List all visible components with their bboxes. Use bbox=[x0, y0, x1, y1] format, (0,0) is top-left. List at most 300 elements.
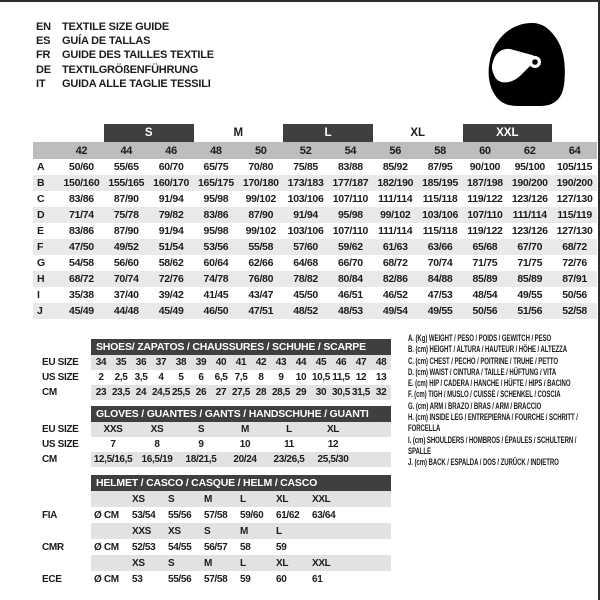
table-title-row bbox=[38, 339, 391, 355]
measurement-value: 83/86 bbox=[203, 209, 229, 221]
row-label: CM bbox=[42, 387, 57, 398]
blank-cell bbox=[91, 523, 129, 539]
measurement-value: 46/52 bbox=[382, 289, 408, 301]
size-value: 10,5 bbox=[311, 372, 331, 383]
measurement-value: 91/94 bbox=[158, 225, 184, 237]
language-code: EN bbox=[36, 21, 51, 33]
size-value: 35 bbox=[111, 355, 131, 370]
measurement-value: 68/72 bbox=[382, 257, 408, 269]
language-title: GUIDE DES TAILLES TEXTILE bbox=[62, 49, 214, 62]
measurement-value: 56/60 bbox=[113, 257, 139, 269]
size-value: 27,5 bbox=[231, 387, 251, 398]
measurement-letter: C bbox=[37, 193, 45, 205]
filler-cell bbox=[355, 422, 391, 437]
measurement-row bbox=[33, 223, 597, 239]
measurement-value: 64/68 bbox=[293, 257, 318, 269]
size-number: 42 bbox=[75, 144, 88, 157]
size-value: 25,5 bbox=[171, 387, 191, 398]
size-value: 10 bbox=[295, 372, 307, 383]
blank-cell bbox=[38, 555, 91, 571]
measurement-letter: F bbox=[37, 241, 44, 253]
size-value: 39 bbox=[191, 355, 211, 370]
size-value: 12 bbox=[327, 439, 339, 450]
helmet-size: M bbox=[201, 555, 237, 571]
legend-item: F. (cm) TIGH / MUSLO / CUISSE / SCHENKEL / COSCIA bbox=[408, 389, 561, 400]
measurement-value: 111/114 bbox=[378, 225, 413, 237]
blank-cell bbox=[33, 142, 59, 159]
measurement-value: 60/70 bbox=[158, 161, 184, 173]
measurement-value: 61/63 bbox=[382, 241, 408, 253]
measurement-value: 76/80 bbox=[248, 273, 274, 285]
measurement-value: 95/98 bbox=[203, 225, 229, 237]
helmet-value-row bbox=[38, 571, 391, 587]
helmet-value: 53/54 bbox=[132, 509, 156, 521]
measurement-row bbox=[33, 175, 597, 191]
measurement-value: 119/122 bbox=[467, 225, 503, 237]
size-group-label: L bbox=[283, 124, 373, 142]
blank-cell bbox=[38, 491, 91, 507]
blank-cell bbox=[33, 124, 104, 142]
measurement-value: 127/130 bbox=[556, 193, 593, 205]
table-title-row bbox=[38, 475, 391, 491]
size-value: 40 bbox=[211, 355, 231, 370]
measurement-value: 43/47 bbox=[248, 289, 274, 301]
helmet-value: 58 bbox=[240, 541, 251, 553]
measurement-value: 103/106 bbox=[422, 209, 458, 221]
helmet-size: L bbox=[273, 523, 309, 539]
measurement-value: 155/165 bbox=[108, 177, 145, 189]
helmet-value: 56/57 bbox=[204, 541, 228, 553]
measurement-letter: J bbox=[37, 305, 43, 317]
measurement-value: 99/102 bbox=[245, 225, 276, 237]
size-number-row bbox=[33, 142, 597, 159]
helmet-value: 59/60 bbox=[240, 509, 264, 521]
size-value: 48 bbox=[371, 355, 391, 370]
language-row bbox=[36, 63, 214, 77]
measurement-value: 37/40 bbox=[113, 289, 139, 301]
helmet-value: 59 bbox=[240, 573, 251, 585]
helmet-size: L bbox=[237, 555, 273, 571]
size-value: 2,5 bbox=[114, 372, 128, 383]
helmet-value: 55/56 bbox=[168, 509, 192, 521]
measurement-value: 54/58 bbox=[69, 257, 94, 269]
size-value: 31,5 bbox=[351, 387, 371, 398]
filler-cell bbox=[355, 452, 391, 467]
measurement-value: 85/89 bbox=[472, 273, 498, 285]
helmet-size: XS bbox=[129, 491, 165, 507]
measurement-value: 71/74 bbox=[69, 209, 94, 221]
row-label: EU SIZE bbox=[42, 424, 79, 435]
measurement-value: 95/98 bbox=[203, 193, 229, 205]
language-row bbox=[36, 20, 214, 34]
helmet-value: 57/58 bbox=[204, 573, 228, 585]
language-row bbox=[36, 34, 214, 48]
size-value: 45 bbox=[311, 355, 331, 370]
helmet-value: 55/56 bbox=[168, 573, 192, 585]
size-value: 44 bbox=[291, 355, 311, 370]
size-value: 26 bbox=[191, 385, 211, 400]
size-value: 6,5 bbox=[214, 372, 228, 383]
row-label: CM bbox=[42, 454, 57, 465]
filler-cell bbox=[345, 523, 391, 539]
size-row bbox=[38, 355, 391, 370]
measurement-value: 84/88 bbox=[427, 273, 453, 285]
size-value: 13 bbox=[375, 372, 387, 383]
textile-size-table bbox=[33, 124, 597, 319]
legend-item: C. (cm) CHEST / PECHO / POITRINE / TRUHE / PETTO bbox=[408, 355, 558, 366]
size-value: 9 bbox=[198, 439, 204, 450]
blank-cell bbox=[38, 475, 91, 491]
helmet-value bbox=[309, 539, 345, 555]
size-value: 7 bbox=[110, 439, 116, 450]
measurement-value: 47/50 bbox=[69, 241, 94, 253]
row-label: US SIZE bbox=[42, 439, 79, 450]
helmet-size bbox=[309, 523, 345, 539]
language-code: FR bbox=[36, 49, 51, 62]
measurement-value: 66/70 bbox=[338, 257, 363, 269]
size-value: 27 bbox=[211, 385, 231, 400]
size-number: 48 bbox=[210, 144, 222, 157]
size-value: 7,5 bbox=[234, 372, 248, 383]
size-value: 25,5/30 bbox=[311, 452, 355, 467]
measurement-value: 75/78 bbox=[113, 209, 139, 221]
measurement-value: 51/56 bbox=[517, 305, 543, 317]
language-code: IT bbox=[36, 77, 46, 90]
size-number: 58 bbox=[434, 144, 446, 157]
size-value: 28 bbox=[251, 385, 271, 400]
measurement-legend bbox=[408, 333, 594, 469]
measurement-letter: H bbox=[37, 273, 45, 285]
measurement-row bbox=[33, 239, 597, 255]
size-value: 43 bbox=[271, 355, 291, 370]
helmet-value: 52/53 bbox=[132, 541, 156, 553]
measurement-value: 87/90 bbox=[113, 193, 139, 205]
blank-cell bbox=[91, 555, 129, 571]
legend-item: A. (Kg) WEIGHT / PESO / POIDS / GEWITCH / PESO bbox=[408, 333, 552, 343]
table-title-row bbox=[38, 406, 391, 422]
unit-label: Ø CM bbox=[94, 573, 119, 585]
size-value: 41 bbox=[231, 355, 251, 370]
legend-item: B. (cm) HEIGHT / ALTURA / HAUTEUR / HÖHE / ALTEZZA bbox=[408, 344, 568, 355]
measurement-value: 85/89 bbox=[517, 273, 543, 285]
filler-cell bbox=[345, 539, 391, 555]
helmet-value: 61/62 bbox=[276, 509, 300, 521]
measurement-row bbox=[33, 255, 597, 271]
standard-label: CMR bbox=[42, 541, 64, 553]
measurement-value: 127/130 bbox=[556, 225, 593, 237]
measurement-value: 46/51 bbox=[338, 289, 363, 301]
size-value: 2 bbox=[98, 372, 104, 383]
size-value: 18/21,5 bbox=[179, 452, 223, 467]
measurement-value: 173/183 bbox=[287, 177, 324, 189]
language-code: DE bbox=[36, 63, 51, 76]
measurement-value: 83/86 bbox=[69, 225, 94, 237]
size-number: 46 bbox=[165, 144, 177, 157]
size-value: 23,5 bbox=[111, 387, 131, 398]
measurement-value: 80/84 bbox=[338, 273, 363, 285]
measurement-value: 60/64 bbox=[203, 257, 229, 269]
helmet-value-row bbox=[38, 539, 391, 555]
size-row bbox=[38, 385, 391, 400]
helmet-size: S bbox=[165, 491, 201, 507]
measurement-value: 58/62 bbox=[158, 257, 184, 269]
helmet-size: XL bbox=[273, 555, 309, 571]
helmet-value: 63/64 bbox=[312, 509, 336, 521]
helmet-size: XS bbox=[165, 523, 201, 539]
measurement-value: 65/68 bbox=[472, 241, 498, 253]
measurement-value: 49/52 bbox=[113, 241, 139, 253]
size-value: L bbox=[267, 422, 311, 437]
helmet-size: XXS bbox=[129, 523, 165, 539]
measurement-value: 55/58 bbox=[248, 241, 274, 253]
language-row bbox=[36, 77, 214, 91]
blank-cell bbox=[38, 339, 91, 355]
size-row bbox=[38, 452, 391, 467]
size-value: 30,5 bbox=[331, 387, 351, 398]
measurement-value: 119/122 bbox=[467, 193, 503, 205]
size-value: 12,5/16,5 bbox=[91, 452, 135, 467]
measurement-row bbox=[33, 207, 597, 223]
measurement-value: 50/56 bbox=[472, 305, 498, 317]
helmet-size: L bbox=[237, 491, 273, 507]
measurement-value: 79/82 bbox=[158, 209, 184, 221]
table-title: GLOVES / GUANTES / GANTS / HANDSCHUHE / GUANTI bbox=[91, 406, 391, 422]
measurement-value: 111/114 bbox=[378, 193, 413, 205]
measurement-row bbox=[33, 191, 597, 207]
size-number: 52 bbox=[299, 144, 312, 157]
measurement-letter: I bbox=[37, 289, 40, 301]
measurement-letter: E bbox=[37, 225, 44, 237]
size-row bbox=[38, 422, 391, 437]
size-value: 34 bbox=[91, 355, 111, 370]
size-value: 8 bbox=[258, 372, 264, 383]
size-number: 56 bbox=[389, 144, 402, 157]
blank-cell bbox=[38, 523, 91, 539]
measurement-value: 170/180 bbox=[242, 177, 279, 189]
measurement-value: 46/50 bbox=[203, 305, 229, 317]
measurement-value: 115/118 bbox=[422, 193, 458, 205]
measurement-letter: B bbox=[37, 177, 45, 189]
measurement-value: 103/106 bbox=[287, 225, 324, 237]
measurement-value: 70/74 bbox=[113, 273, 139, 285]
measurement-value: 67/70 bbox=[517, 241, 543, 253]
measurement-value: 107/110 bbox=[332, 193, 369, 205]
size-number: 54 bbox=[344, 144, 357, 157]
measurement-value: 115/119 bbox=[557, 209, 592, 221]
size-value: 42 bbox=[251, 355, 271, 370]
measurement-value: 111/114 bbox=[512, 209, 547, 221]
filler-cell bbox=[345, 491, 391, 507]
measurement-value: 47/53 bbox=[427, 289, 453, 301]
size-value: 24 bbox=[131, 385, 151, 400]
helmet-size: XXL bbox=[309, 491, 345, 507]
helmet-size: XXL bbox=[309, 555, 345, 571]
measurement-value: 91/94 bbox=[158, 193, 184, 205]
helmet-size-row bbox=[38, 491, 391, 507]
unit-label: Ø CM bbox=[94, 541, 119, 553]
measurement-value: 49/54 bbox=[382, 305, 408, 317]
measurement-value: 71/75 bbox=[517, 257, 543, 269]
measurement-value: 78/82 bbox=[293, 273, 318, 285]
size-value: 23/26,5 bbox=[267, 452, 311, 467]
helmet-value: 53 bbox=[132, 573, 143, 585]
size-group-label: S bbox=[104, 124, 194, 142]
measurement-value: 83/86 bbox=[69, 193, 94, 205]
measurement-value: 72/76 bbox=[562, 257, 587, 269]
measurement-value: 44/48 bbox=[113, 305, 139, 317]
helmet-value: 57/58 bbox=[204, 509, 228, 521]
measurement-value: 75/85 bbox=[293, 161, 318, 173]
measurement-value: 65/75 bbox=[203, 161, 229, 173]
size-value: XS bbox=[135, 422, 179, 437]
measurement-value: 49/55 bbox=[427, 305, 453, 317]
measurement-value: 103/106 bbox=[287, 193, 324, 205]
measurement-value: 99/102 bbox=[380, 209, 411, 221]
size-value: M bbox=[223, 422, 267, 437]
measurement-value: 150/160 bbox=[63, 177, 100, 189]
measurement-value: 95/98 bbox=[338, 209, 363, 221]
table-title: HELMET / CASCO / CASQUE / HELM / CASCO bbox=[91, 475, 391, 491]
helmet-size: S bbox=[165, 555, 201, 571]
row-label: US SIZE bbox=[42, 372, 79, 383]
measurement-value: 185/195 bbox=[422, 177, 458, 189]
measurement-letter: A bbox=[37, 161, 45, 173]
size-group-label: XL bbox=[410, 127, 426, 139]
helmet-size: M bbox=[201, 491, 237, 507]
table-title: SHOES/ ZAPATOS / CHAUSSURES / SCHUHE / SCARPE bbox=[91, 339, 391, 355]
size-group-label: XXL bbox=[463, 124, 553, 142]
measurement-value: 57/60 bbox=[293, 241, 318, 253]
measurement-value: 45/49 bbox=[158, 305, 184, 317]
measurement-value: 53/56 bbox=[203, 241, 229, 253]
measurement-value: 87/95 bbox=[427, 161, 453, 173]
gloves-size-table bbox=[38, 406, 391, 467]
measurement-value: 39/42 bbox=[158, 289, 184, 301]
size-value: 10 bbox=[239, 439, 251, 450]
measurement-value: 123/126 bbox=[511, 193, 548, 205]
measurement-value: 105/115 bbox=[556, 161, 593, 173]
measurement-value: 165/175 bbox=[198, 177, 234, 189]
measurement-value: 82/86 bbox=[382, 273, 408, 285]
row-label: EU SIZE bbox=[42, 357, 79, 368]
size-group-label: M bbox=[233, 127, 244, 139]
size-value: 11 bbox=[284, 439, 294, 450]
measurement-value: 177/187 bbox=[332, 177, 369, 189]
size-value: 3,5 bbox=[134, 372, 148, 383]
helmet-size: S bbox=[201, 523, 237, 539]
size-value: 4 bbox=[158, 372, 164, 383]
measurement-value: 182/190 bbox=[377, 177, 414, 189]
size-value: 11,5 bbox=[332, 372, 350, 383]
helmet-value: 60 bbox=[276, 573, 287, 585]
measurement-value: 55/65 bbox=[113, 161, 139, 173]
size-row bbox=[38, 370, 391, 385]
language-row bbox=[36, 48, 214, 62]
size-number: 64 bbox=[568, 144, 581, 157]
unit-label: Ø CM bbox=[94, 509, 119, 521]
standard-label: ECE bbox=[42, 573, 62, 585]
measurement-value: 72/76 bbox=[158, 273, 184, 285]
measurement-value: 45/49 bbox=[69, 305, 94, 317]
size-value: 23 bbox=[91, 385, 111, 400]
helmet-size-table bbox=[38, 475, 391, 587]
legend-item: J. (cm) BACK / ESPALDA / DOS / ZURÜCK / INDIETRO bbox=[408, 457, 559, 468]
size-value: 16,5/19 bbox=[135, 452, 179, 467]
measurement-value: 48/54 bbox=[472, 289, 498, 301]
legend-item: E. (cm) HIP / CADERA / HANCHE / HÜFTE / HIPS / BACINO bbox=[408, 378, 571, 389]
measurement-value: 45/50 bbox=[293, 289, 318, 301]
measurement-value: 87/91 bbox=[562, 273, 587, 285]
measurement-value: 74/78 bbox=[203, 273, 229, 285]
measurement-value: 62/66 bbox=[248, 257, 274, 269]
size-value: 9 bbox=[278, 372, 284, 383]
measurement-value: 68/72 bbox=[562, 241, 587, 253]
measurement-value: 48/53 bbox=[338, 305, 363, 317]
measurement-value: 52/58 bbox=[562, 305, 587, 317]
language-code: ES bbox=[36, 35, 51, 48]
measurement-row bbox=[33, 287, 597, 303]
measurement-value: 50/60 bbox=[69, 161, 94, 173]
measurement-letter: G bbox=[37, 257, 45, 269]
measurement-value: 68/72 bbox=[69, 273, 94, 285]
size-value: 6 bbox=[198, 372, 204, 383]
measurement-value: 95/100 bbox=[514, 161, 545, 173]
legend-item: G. (cm) ARM / BRAZO / BRAS / ARM / BRACCIO bbox=[408, 400, 542, 411]
measurement-value: 35/38 bbox=[69, 289, 94, 301]
measurement-value: 85/92 bbox=[382, 161, 408, 173]
size-value: 12 bbox=[355, 372, 367, 383]
helmet-value: 59 bbox=[276, 541, 287, 553]
size-value: 8 bbox=[154, 439, 160, 450]
legend-item: I. (cm) SHOULDERS / HOMBROS / ÉPAULES / SCHULTERN / SPALLE bbox=[408, 434, 577, 456]
measurement-value: 91/94 bbox=[293, 209, 318, 221]
size-value: 30 bbox=[311, 385, 331, 400]
language-title: TEXTILGRÖßENFÜHRUNG bbox=[62, 63, 199, 76]
measurement-value: 87/90 bbox=[113, 225, 139, 237]
size-number: 50 bbox=[254, 144, 267, 157]
racing-helmet-logo-icon bbox=[486, 22, 566, 106]
size-row bbox=[38, 437, 391, 452]
measurement-value: 115/118 bbox=[422, 225, 458, 237]
legend-item: H. (cm) INSIDE LEG / ENTREPIERNA / FOURCHE / SCHRITT / FORCELLA bbox=[408, 412, 578, 434]
helmet-size-row bbox=[38, 555, 391, 571]
helmet-size: M bbox=[237, 523, 273, 539]
filler-cell bbox=[345, 507, 391, 523]
filler-cell bbox=[345, 555, 391, 571]
language-title-list bbox=[36, 20, 214, 91]
measurement-value: 50/56 bbox=[562, 289, 587, 301]
size-value: 37 bbox=[151, 355, 171, 370]
size-value: 5 bbox=[178, 372, 184, 383]
filler-cell bbox=[345, 571, 391, 587]
shoes-size-table bbox=[38, 339, 391, 400]
measurement-value: 107/110 bbox=[332, 225, 369, 237]
measurement-value: 70/80 bbox=[248, 161, 274, 173]
helmet-value: 54/55 bbox=[168, 541, 192, 553]
measurement-value: 190/200 bbox=[556, 177, 593, 189]
measurement-value: 47/51 bbox=[248, 305, 274, 317]
language-title: GUIDA ALLE TAGLIE TESSILI bbox=[62, 77, 211, 90]
legend-item: D. (cm) WAIST / CINTURA / TAILLE / HÜFTUNG / VITA bbox=[408, 366, 557, 377]
size-value: 38 bbox=[171, 355, 191, 370]
measurement-value: 59/62 bbox=[338, 241, 363, 253]
blank-cell bbox=[552, 124, 597, 142]
measurement-value: 107/110 bbox=[467, 209, 503, 221]
measurement-value: 41/45 bbox=[203, 289, 229, 301]
standard-label: FIA bbox=[42, 509, 58, 521]
size-value: 28,5 bbox=[271, 387, 291, 398]
measurement-value: 49/55 bbox=[517, 289, 543, 301]
